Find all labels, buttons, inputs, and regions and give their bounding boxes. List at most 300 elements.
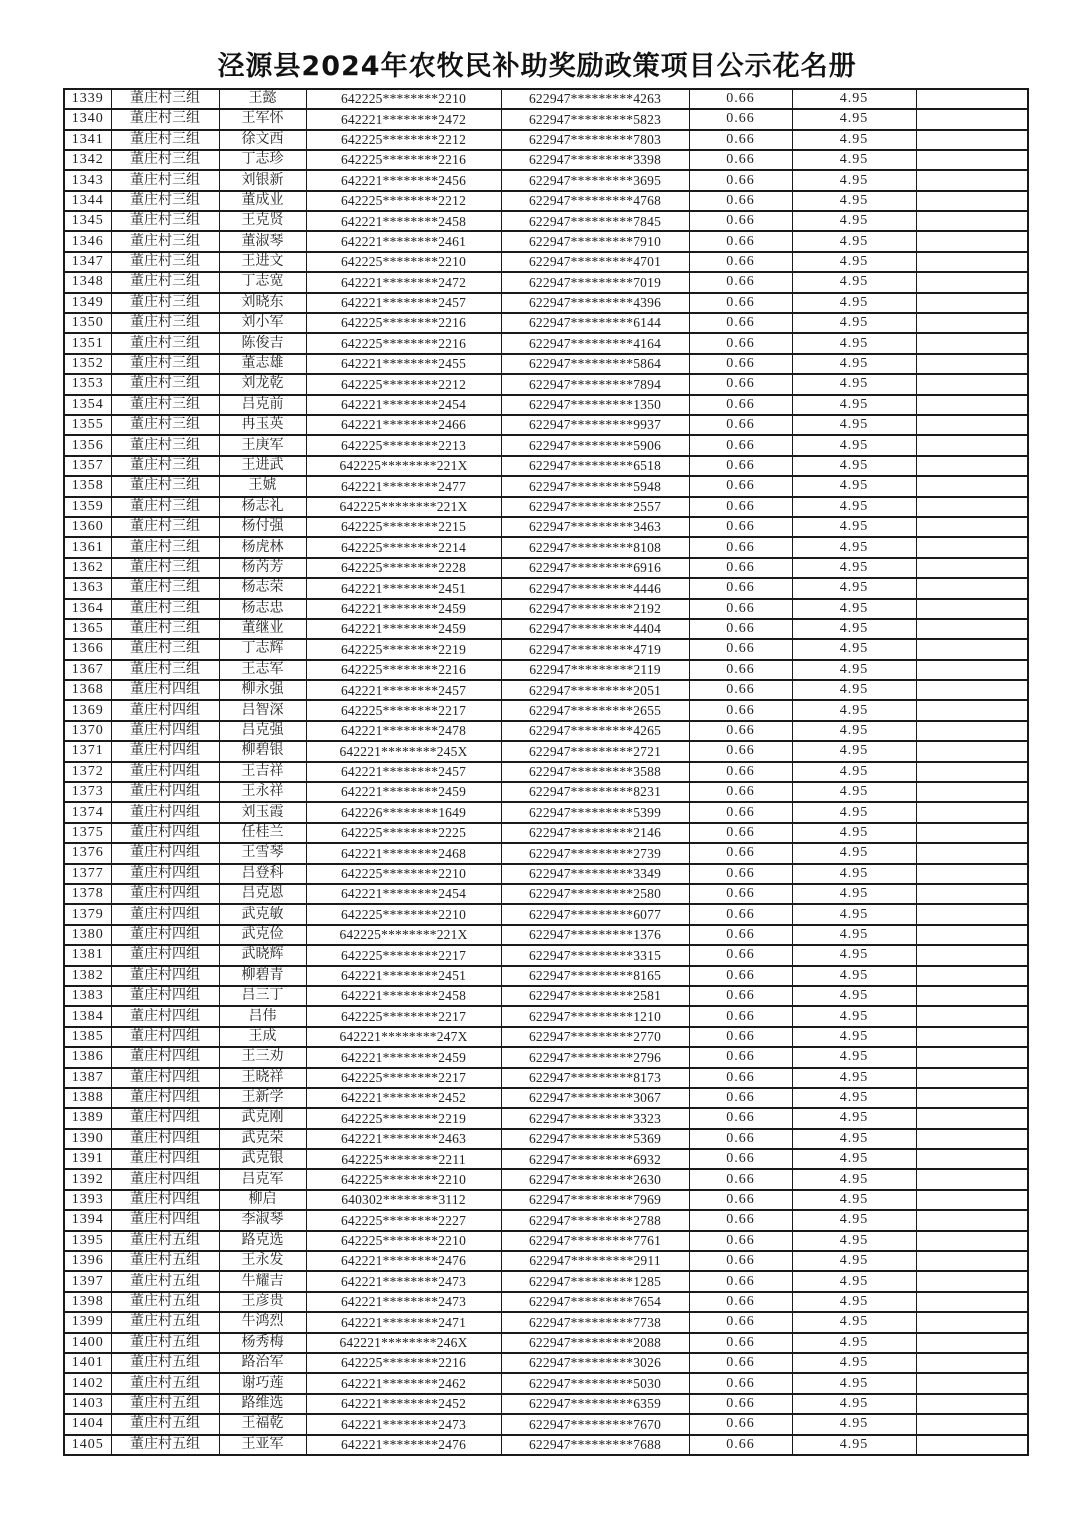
roster-table-body [64,89,1028,1455]
name-cell: 王新学 [219,1088,306,1108]
name-cell: 武晓辉 [219,945,306,965]
seq-cell: 1342 [64,150,111,170]
seq-cell: 1375 [64,823,111,843]
table-row [64,1068,1028,1088]
id-number-cell: 642221********247X [306,1027,501,1047]
amount-cell: 4.95 [792,1129,916,1149]
standard-cell: 0.66 [689,619,792,639]
seq-cell: 1355 [64,415,111,435]
standard-cell: 0.66 [689,395,792,415]
village-group-cell: 董庄村四组 [111,680,219,700]
amount-cell: 4.95 [792,231,916,251]
amount-cell: 4.95 [792,1312,916,1332]
account-number-cell: 622947*********2739 [501,843,689,863]
name-cell: 王懿 [219,89,306,109]
account-number-cell: 622947*********4404 [501,619,689,639]
village-group-cell: 董庄村四组 [111,986,219,1006]
table-row [64,89,1028,109]
note-cell [916,639,1028,659]
id-number-cell: 642225********2216 [306,1353,501,1373]
name-cell: 杨志荣 [219,578,306,598]
name-cell: 吕登科 [219,864,306,884]
table-row [64,1271,1028,1291]
amount-cell: 4.95 [792,1251,916,1271]
standard-cell: 0.66 [689,966,792,986]
note-cell [916,700,1028,720]
account-number-cell: 622947*********8231 [501,782,689,802]
standard-cell: 0.66 [689,1027,792,1047]
table-row [64,700,1028,720]
id-number-cell: 642221********2471 [306,1312,501,1332]
seq-cell: 1401 [64,1353,111,1373]
name-cell: 丁志宽 [219,272,306,292]
seq-cell: 1378 [64,884,111,904]
id-number-cell: 642221********2473 [306,1292,501,1312]
name-cell: 王吉祥 [219,762,306,782]
note-cell [916,1414,1028,1434]
standard-cell: 0.66 [689,231,792,251]
name-cell: 冉玉英 [219,415,306,435]
seq-cell: 1403 [64,1394,111,1414]
account-number-cell: 622947*********4263 [501,89,689,109]
account-number-cell: 622947*********3349 [501,864,689,884]
note-cell [916,1190,1028,1210]
name-cell: 王永发 [219,1251,306,1271]
amount-cell: 4.95 [792,1027,916,1047]
village-group-cell: 董庄村五组 [111,1333,219,1353]
seq-cell: 1382 [64,966,111,986]
village-group-cell: 董庄村三组 [111,517,219,537]
note-cell [916,558,1028,578]
standard-cell: 0.66 [689,782,792,802]
village-group-cell: 董庄村四组 [111,721,219,741]
seq-cell: 1396 [64,1251,111,1271]
account-number-cell: 622947*********7910 [501,231,689,251]
village-group-cell: 董庄村三组 [111,537,219,557]
seq-cell: 1343 [64,170,111,190]
standard-cell: 0.66 [689,721,792,741]
table-row [64,1169,1028,1189]
table-row [64,231,1028,251]
amount-cell: 4.95 [792,721,916,741]
name-cell: 武克荣 [219,1129,306,1149]
id-number-cell: 642225********2228 [306,558,501,578]
account-number-cell: 622947*********2630 [501,1169,689,1189]
account-number-cell: 622947*********6932 [501,1149,689,1169]
account-number-cell: 622947*********5823 [501,109,689,129]
village-group-cell: 董庄村三组 [111,191,219,211]
note-cell [916,1210,1028,1230]
seq-cell: 1366 [64,639,111,659]
amount-cell: 4.95 [792,1190,916,1210]
village-group-cell: 董庄村四组 [111,966,219,986]
amount-cell: 4.95 [792,537,916,557]
id-number-cell: 642226********1649 [306,802,501,822]
seq-cell: 1389 [64,1108,111,1128]
id-number-cell: 642221********2462 [306,1373,501,1393]
standard-cell: 0.66 [689,1353,792,1373]
table-row [64,435,1028,455]
name-cell: 吕克恩 [219,884,306,904]
amount-cell: 4.95 [792,1169,916,1189]
account-number-cell: 622947*********3398 [501,150,689,170]
note-cell [916,762,1028,782]
village-group-cell: 董庄村三组 [111,150,219,170]
note-cell [916,354,1028,374]
id-number-cell: 642221********2457 [306,293,501,313]
seq-cell: 1395 [64,1231,111,1251]
amount-cell: 4.95 [792,700,916,720]
table-row [64,884,1028,904]
name-cell: 杨志忠 [219,599,306,619]
id-number-cell: 642221********2478 [306,721,501,741]
village-group-cell: 董庄村三组 [111,109,219,129]
table-row [64,456,1028,476]
account-number-cell: 622947*********3463 [501,517,689,537]
village-group-cell: 董庄村三组 [111,130,219,150]
id-number-cell: 642225********2216 [306,150,501,170]
seq-cell: 1349 [64,293,111,313]
village-group-cell: 董庄村五组 [111,1435,219,1455]
id-number-cell: 642225********2210 [306,864,501,884]
account-number-cell: 622947*********2119 [501,660,689,680]
note-cell [916,1435,1028,1455]
seq-cell: 1398 [64,1292,111,1312]
id-number-cell: 642221********2451 [306,966,501,986]
standard-cell: 0.66 [689,1149,792,1169]
amount-cell: 4.95 [792,1210,916,1230]
account-number-cell: 622947*********7969 [501,1190,689,1210]
account-number-cell: 622947*********8165 [501,966,689,986]
id-number-cell: 642225********2217 [306,1006,501,1026]
standard-cell: 0.66 [689,1231,792,1251]
amount-cell: 4.95 [792,1414,916,1434]
id-number-cell: 642225********2212 [306,191,501,211]
account-number-cell: 622947*********7894 [501,374,689,394]
standard-cell: 0.66 [689,252,792,272]
name-cell: 丁志珍 [219,150,306,170]
account-number-cell: 622947*********7670 [501,1414,689,1434]
standard-cell: 0.66 [689,517,792,537]
amount-cell: 4.95 [792,1435,916,1455]
note-cell [916,823,1028,843]
name-cell: 武克敏 [219,904,306,924]
account-number-cell: 622947*********4446 [501,578,689,598]
village-group-cell: 董庄村四组 [111,1129,219,1149]
note-cell [916,272,1028,292]
standard-cell: 0.66 [689,1210,792,1230]
note-cell [916,741,1028,761]
seq-cell: 1405 [64,1435,111,1455]
village-group-cell: 董庄村三组 [111,89,219,109]
id-number-cell: 642221********2468 [306,843,501,863]
table-row [64,109,1028,129]
amount-cell: 4.95 [792,864,916,884]
village-group-cell: 董庄村三组 [111,354,219,374]
name-cell: 王志军 [219,660,306,680]
village-group-cell: 董庄村五组 [111,1312,219,1332]
village-group-cell: 董庄村四组 [111,864,219,884]
note-cell [916,252,1028,272]
name-cell: 吕克强 [219,721,306,741]
standard-cell: 0.66 [689,741,792,761]
table-row [64,537,1028,557]
village-group-cell: 董庄村四组 [111,823,219,843]
village-group-cell: 董庄村三组 [111,313,219,333]
id-number-cell: 642221********2473 [306,1271,501,1291]
village-group-cell: 董庄村三组 [111,395,219,415]
name-cell: 路治军 [219,1353,306,1373]
note-cell [916,986,1028,1006]
standard-cell: 0.66 [689,639,792,659]
id-number-cell: 642221********2458 [306,211,501,231]
id-number-cell: 642225********2219 [306,1108,501,1128]
amount-cell: 4.95 [792,150,916,170]
id-number-cell: 642225********221X [306,456,501,476]
standard-cell: 0.66 [689,599,792,619]
note-cell [916,415,1028,435]
village-group-cell: 董庄村三组 [111,619,219,639]
name-cell: 王晓祥 [219,1068,306,1088]
table-row [64,1047,1028,1067]
note-cell [916,1231,1028,1251]
village-group-cell: 董庄村五组 [111,1251,219,1271]
name-cell: 刘小军 [219,313,306,333]
village-group-cell: 董庄村四组 [111,1068,219,1088]
note-cell [916,1353,1028,1373]
standard-cell: 0.66 [689,945,792,965]
account-number-cell: 622947*********6359 [501,1394,689,1414]
name-cell: 王进文 [219,252,306,272]
account-number-cell: 622947*********2580 [501,884,689,904]
note-cell [916,1373,1028,1393]
standard-cell: 0.66 [689,1414,792,1434]
standard-cell: 0.66 [689,333,792,353]
note-cell [916,191,1028,211]
account-number-cell: 622947*********2655 [501,700,689,720]
standard-cell: 0.66 [689,1271,792,1291]
standard-cell: 0.66 [689,1088,792,1108]
seq-cell: 1357 [64,456,111,476]
seq-cell: 1371 [64,741,111,761]
seq-cell: 1361 [64,537,111,557]
amount-cell: 4.95 [792,904,916,924]
amount-cell: 4.95 [792,619,916,639]
id-number-cell: 642225********2210 [306,1169,501,1189]
standard-cell: 0.66 [689,293,792,313]
village-group-cell: 董庄村三组 [111,435,219,455]
table-row [64,170,1028,190]
table-row [64,476,1028,496]
page-title: 泾源县2024年农牧民补助奖励政策项目公示花名册 [217,51,857,82]
seq-cell: 1392 [64,1169,111,1189]
amount-cell: 4.95 [792,252,916,272]
account-number-cell: 622947*********7019 [501,272,689,292]
name-cell: 董淑琴 [219,231,306,251]
village-group-cell: 董庄村五组 [111,1414,219,1434]
seq-cell: 1341 [64,130,111,150]
account-number-cell: 622947*********7845 [501,211,689,231]
amount-cell: 4.95 [792,456,916,476]
name-cell: 王克贤 [219,211,306,231]
name-cell: 柳启 [219,1190,306,1210]
note-cell [916,619,1028,639]
id-number-cell: 642225********2212 [306,374,501,394]
id-number-cell: 642225********2227 [306,1210,501,1230]
village-group-cell: 董庄村五组 [111,1373,219,1393]
note-cell [916,864,1028,884]
table-row [64,1149,1028,1169]
name-cell: 王永祥 [219,782,306,802]
name-cell: 徐文西 [219,130,306,150]
seq-cell: 1404 [64,1414,111,1434]
amount-cell: 4.95 [792,1231,916,1251]
amount-cell: 4.95 [792,741,916,761]
village-group-cell: 董庄村三组 [111,333,219,353]
standard-cell: 0.66 [689,415,792,435]
account-number-cell: 622947*********8108 [501,537,689,557]
village-group-cell: 董庄村四组 [111,1108,219,1128]
table-row [64,415,1028,435]
id-number-cell: 642221********2459 [306,1047,501,1067]
table-row [64,211,1028,231]
standard-cell: 0.66 [689,272,792,292]
note-cell [916,1271,1028,1291]
seq-cell: 1352 [64,354,111,374]
id-number-cell: 642221********2451 [306,578,501,598]
account-number-cell: 622947*********6518 [501,456,689,476]
seq-cell: 1364 [64,599,111,619]
amount-cell: 4.95 [792,762,916,782]
seq-cell: 1339 [64,89,111,109]
village-group-cell: 董庄村五组 [111,1394,219,1414]
note-cell [916,904,1028,924]
seq-cell: 1356 [64,435,111,455]
id-number-cell: 642225********2213 [306,435,501,455]
name-cell: 王军怀 [219,109,306,129]
amount-cell: 4.95 [792,191,916,211]
village-group-cell: 董庄村三组 [111,497,219,517]
note-cell [916,333,1028,353]
account-number-cell: 622947*********9937 [501,415,689,435]
table-row [64,925,1028,945]
standard-cell: 0.66 [689,823,792,843]
amount-cell: 4.95 [792,1149,916,1169]
note-cell [916,456,1028,476]
note-cell [916,1149,1028,1169]
table-row [64,252,1028,272]
village-group-cell: 董庄村四组 [111,945,219,965]
seq-cell: 1370 [64,721,111,741]
standard-cell: 0.66 [689,456,792,476]
table-row [64,1088,1028,1108]
amount-cell: 4.95 [792,1394,916,1414]
name-cell: 王福乾 [219,1414,306,1434]
table-row [64,374,1028,394]
amount-cell: 4.95 [792,415,916,435]
table-row [64,721,1028,741]
standard-cell: 0.66 [689,762,792,782]
id-number-cell: 642221********2477 [306,476,501,496]
name-cell: 王婋 [219,476,306,496]
village-group-cell: 董庄村三组 [111,231,219,251]
standard-cell: 0.66 [689,1435,792,1455]
table-row [64,1435,1028,1455]
table-row [64,293,1028,313]
name-cell: 杨志礼 [219,497,306,517]
table-row [64,497,1028,517]
table-row [64,1006,1028,1026]
amount-cell: 4.95 [792,89,916,109]
amount-cell: 4.95 [792,130,916,150]
note-cell [916,497,1028,517]
name-cell: 刘玉霞 [219,802,306,822]
note-cell [916,884,1028,904]
amount-cell: 4.95 [792,639,916,659]
account-number-cell: 622947*********2721 [501,741,689,761]
seq-cell: 1391 [64,1149,111,1169]
table-row [64,517,1028,537]
table-row [64,843,1028,863]
seq-cell: 1345 [64,211,111,231]
id-number-cell: 642221********2463 [306,1129,501,1149]
note-cell [916,680,1028,700]
table-row [64,782,1028,802]
note-cell [916,660,1028,680]
account-number-cell: 622947*********5948 [501,476,689,496]
village-group-cell: 董庄村三组 [111,639,219,659]
note-cell [916,476,1028,496]
table-row [64,1333,1028,1353]
account-number-cell: 622947*********6916 [501,558,689,578]
note-cell [916,1088,1028,1108]
table-row [64,945,1028,965]
account-number-cell: 622947*********4768 [501,191,689,211]
account-number-cell: 622947*********3323 [501,1108,689,1128]
standard-cell: 0.66 [689,1394,792,1414]
table-row [64,1231,1028,1251]
table-row [64,1251,1028,1271]
name-cell: 杨芮芳 [219,558,306,578]
account-number-cell: 622947*********5864 [501,354,689,374]
note-cell [916,517,1028,537]
account-number-cell: 622947*********2581 [501,986,689,1006]
name-cell: 王彦贵 [219,1292,306,1312]
seq-cell: 1344 [64,191,111,211]
table-row [64,823,1028,843]
id-number-cell: 642225********2217 [306,945,501,965]
account-number-cell: 622947*********2911 [501,1251,689,1271]
village-group-cell: 董庄村四组 [111,925,219,945]
standard-cell: 0.66 [689,1312,792,1332]
village-group-cell: 董庄村三组 [111,660,219,680]
id-number-cell: 642225********2211 [306,1149,501,1169]
seq-cell: 1350 [64,313,111,333]
name-cell: 王亚军 [219,1435,306,1455]
id-number-cell: 642221********2458 [306,986,501,1006]
account-number-cell: 622947*********2146 [501,823,689,843]
standard-cell: 0.66 [689,1251,792,1271]
note-cell [916,89,1028,109]
village-group-cell: 董庄村三组 [111,476,219,496]
table-row [64,578,1028,598]
amount-cell: 4.95 [792,476,916,496]
table-row [64,1027,1028,1047]
standard-cell: 0.66 [689,476,792,496]
seq-cell: 1363 [64,578,111,598]
id-number-cell: 642225********2216 [306,313,501,333]
amount-cell: 4.95 [792,211,916,231]
